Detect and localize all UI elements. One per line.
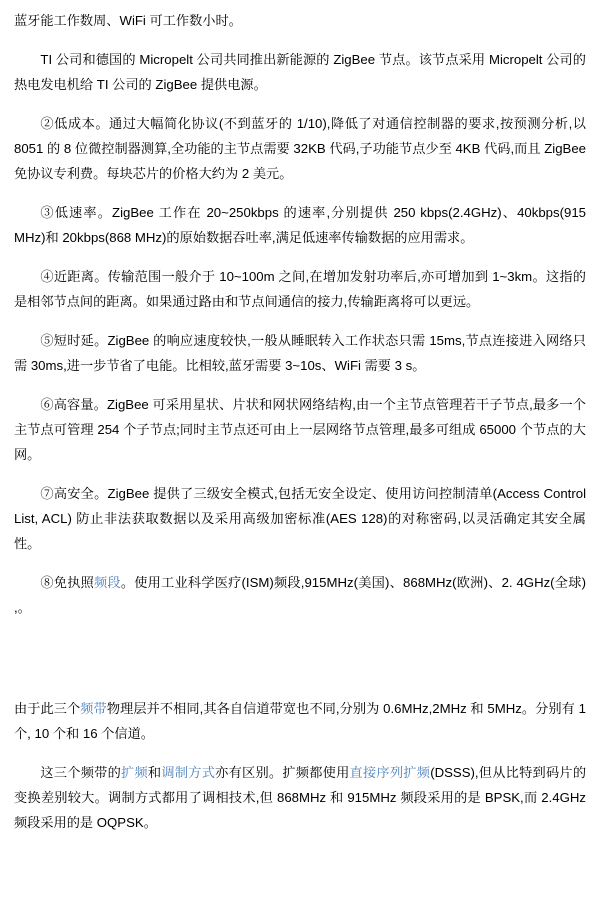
text-run: 这三个频带的 xyxy=(40,765,122,780)
text-run: ⑦高安全。ZigBee 提供了三级安全模式,包括无安全设定、使用访问控制清单(Access Control List, ACL) 防止非法获取数据以及采用高级加密标准(AES 128)的对称密码,以灵活确定其安全属性。 xyxy=(14,486,586,551)
document-body xyxy=(14,8,586,835)
inline-link[interactable]: 扩频 xyxy=(121,765,148,780)
p-license-free-band xyxy=(14,570,586,620)
text-run: ②低成本。通过大幅简化协议(不到蓝牙的 1/10),降低了对通信控制器的要求,按预测分析,以 8051 的 8 位微控制器测算,全功能的主节点需要 32KB 代码,子功能节点少至 4KB 代码,而且 ZigBee 免协议专利费。每块芯片的价格大约为 2 美元。 xyxy=(14,116,586,181)
p-low-rate xyxy=(14,200,586,250)
text-run: 亦有区别。扩频都使用 xyxy=(215,765,350,780)
p-bluetooth-wifi xyxy=(14,8,586,33)
p-high-security xyxy=(14,481,586,556)
text-run: 由于此三个 xyxy=(14,701,81,716)
text-run: ④近距离。传输范围一般介于 10~100m 之间,在增加发射功率后,亦可增加到 1~3km。这指的是相邻节点间的距离。如果通过路由和节点间通信的接力,传输距离将可以更远。 xyxy=(14,269,586,309)
p-spread-modulation xyxy=(14,760,586,835)
text-run: ③低速率。ZigBee 工作在 20~250kbps 的速率,分别提供 250 kbps(2.4GHz)、40kbps(915 MHz)和 20kbps(868 MHz)的原始数据吞吐率,满足低速率传输数据的应用需求。 xyxy=(14,205,586,245)
p-high-capacity xyxy=(14,392,586,467)
text-run: ⑤短时延。ZigBee 的响应速度较快,一般从睡眠转入工作状态只需 15ms,节点连接进入网络只需 30ms,进一步节省了电能。比相较,蓝牙需要 3~10s、WiFi 需要 3 s。 xyxy=(14,333,586,373)
p-ti-micropelt xyxy=(14,47,586,97)
text-run: 。使用工业科学医疗(ISM)频段,915MHz(美国)、868MHz(欧洲)、2. 4GHz(全球) ,。 xyxy=(14,575,587,615)
text-run: ⑧免执照 xyxy=(40,575,95,590)
text-run: 蓝牙能工作数周、WiFi 可工作数小时。 xyxy=(14,13,242,28)
text-run: (DSSS),但从比特到码片的变换差别较大。调制方式都用了调相技术,但 868MHz 和 915MHz 频段采用的是 BPSK,而 2.4GHz 频段采用的是 OQPSK。 xyxy=(14,765,587,830)
paragraph-spacer xyxy=(14,634,586,696)
p-short-range xyxy=(14,264,586,314)
inline-link[interactable]: 调制方式 xyxy=(161,765,216,780)
p-low-cost xyxy=(14,111,586,186)
text-run: 物理层并不相同,其各自信道带宽也不同,分别为 0.6MHz,2MHz 和 5MHz。分别有 1 个, 10 个和 16 个信道。 xyxy=(14,701,587,741)
text-run: 和 xyxy=(147,765,162,780)
inline-link[interactable]: 频带 xyxy=(80,701,107,716)
p-three-phy xyxy=(14,696,586,746)
text-run: TI 公司和德国的 Micropelt 公司共同推出新能源的 ZigBee 节点。该节点采用 Micropelt 公司的热电发电机给 TI 公司的 ZigBee 提供电源。 xyxy=(14,52,586,92)
inline-link[interactable]: 频段 xyxy=(94,575,121,590)
inline-link[interactable]: 直接序列扩频 xyxy=(349,765,431,780)
p-short-delay xyxy=(14,328,586,378)
text-run: ⑥高容量。ZigBee 可采用星状、片状和网状网络结构,由一个主节点管理若干子节点,最多一个主节点可管理 254 个子节点;同时主节点还可由上一层网络节点管理,最多可组成 65000 个节点的大网。 xyxy=(14,397,586,462)
